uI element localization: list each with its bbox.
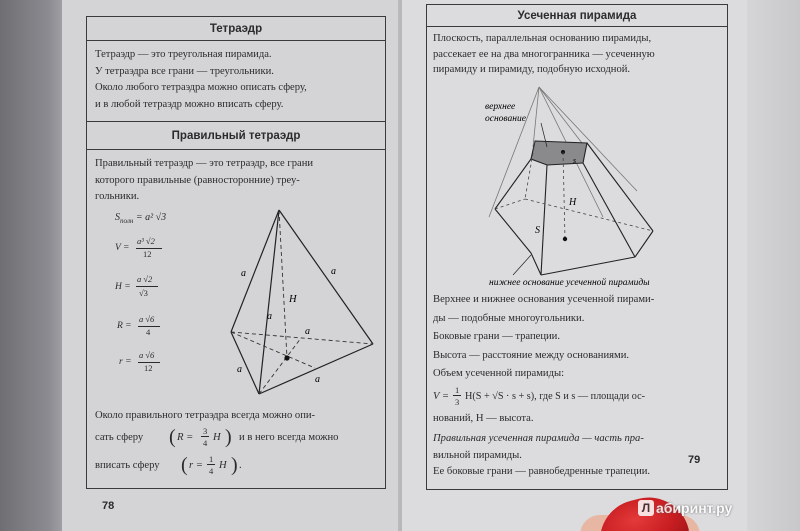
- text-line: Высота — расстояние между основаниями.: [433, 349, 630, 361]
- intro-text: [433, 31, 725, 78]
- regular-tetrahedron-title: Правильный тетраэдр: [87, 122, 385, 150]
- sphere-text-line-2: [95, 426, 385, 452]
- truncated-pyramid-title: Усеченная пирамида: [427, 5, 727, 27]
- formula-r-lhs: R =: [117, 321, 132, 331]
- formula-area: [115, 212, 166, 225]
- lower-base-label: нижнее основание усеченной пирамиды: [489, 278, 650, 288]
- text-line: которого правильные (равносторонние) треу-: [95, 174, 300, 186]
- edge-label-a: a: [267, 311, 272, 322]
- paren-right: ): [231, 454, 238, 476]
- period: .: [239, 460, 242, 471]
- text-line: Около любого тетраэдра можно описать сферу,: [95, 82, 307, 93]
- paren-right: ): [225, 426, 232, 448]
- text-fragment: и в него всегда можно: [239, 432, 339, 443]
- tetrahedron-diagram: [205, 204, 375, 404]
- text-line: У тетраэдра все грани — треугольники.: [95, 65, 274, 77]
- text-fragment: вписать сферу: [95, 460, 160, 471]
- formula-rr-lhs: r =: [119, 357, 132, 367]
- page-number-right: 79: [688, 454, 701, 466]
- left-page: [62, 0, 398, 531]
- volume-lhs: V =: [433, 391, 450, 402]
- formula-r-num: a √6: [139, 314, 155, 324]
- text-line: Объем усеченной пирамиды:: [433, 368, 565, 379]
- height-label-H: H: [569, 197, 577, 208]
- text-line: и в любой тетраэдр можно вписать сферу.: [95, 98, 284, 110]
- edge-label-a: a: [331, 266, 336, 277]
- regular-tetrahedron-box: [86, 121, 386, 489]
- volume-formula: [433, 385, 729, 409]
- text-line: Правильная усеченная пирамида — часть пра-: [433, 433, 644, 444]
- formula-v-den: 12: [143, 249, 152, 259]
- formula-rr-num: a √6: [139, 350, 155, 360]
- text-line: гольники.: [95, 191, 140, 202]
- edge-label-a: a: [237, 364, 242, 375]
- formula-r-frac-den: 4: [203, 438, 208, 448]
- lower-area-label: S: [535, 225, 540, 236]
- tetrahedron-text: [95, 47, 381, 113]
- formula-s-sub: полн: [120, 217, 134, 225]
- text-line: Ее боковые грани — равнобедренные трапеции.: [433, 466, 651, 477]
- edge-label-a: a: [241, 268, 246, 279]
- height-label-H: H: [289, 294, 297, 305]
- formula-rr-frac-num: 1: [209, 454, 214, 464]
- formula-rr-frac-text: r =: [189, 460, 203, 471]
- volume-frac-num: 1: [455, 385, 460, 395]
- text-line: Боковые грани — трапеции.: [433, 331, 560, 342]
- text-line: Верхнее и нижнее основания усеченной пирами-: [433, 294, 655, 305]
- tetrahedron-box: [86, 16, 386, 122]
- text-line: Тетраэдр — это треугольная пирамида.: [95, 49, 272, 60]
- upper-base-label: верхнее: [485, 102, 516, 112]
- formula-r-frac-var: H: [213, 432, 221, 443]
- truncated-pyramid-box: [426, 4, 728, 490]
- page-number-left: 78: [102, 500, 115, 512]
- formula-rr-frac-den: 4: [209, 466, 214, 476]
- text-line: Плоскость, параллельная основанию пирамиды,: [433, 33, 652, 44]
- formula-r-den: 4: [146, 327, 151, 337]
- formula-s-rhs: = a² √3: [135, 212, 167, 223]
- volume-frac-den: 3: [455, 397, 460, 407]
- formula-r-frac-num: 3: [203, 426, 208, 436]
- text-fragment: сать сферу: [95, 432, 144, 443]
- formula-v-lhs: V =: [115, 243, 130, 253]
- formula-h-den: √3: [139, 288, 148, 298]
- regular-frustum-text: [433, 431, 729, 481]
- edge-label-a: a: [315, 374, 320, 385]
- regular-tetrahedron-text: [95, 156, 381, 206]
- paren-left: (: [169, 426, 176, 448]
- text-line: ды — подобные многоугольники.: [433, 312, 585, 324]
- text-line: Правильный тетраэдр — это тетраэдр, все грани: [95, 158, 314, 169]
- watermark-logo-icon: Л: [638, 500, 654, 516]
- sphere-text-line-3: [95, 454, 385, 480]
- formula-rr-den: 12: [144, 363, 153, 373]
- properties-text: [433, 291, 727, 384]
- paren-left: (: [181, 454, 188, 476]
- volume-continuation: нований, H — высота.: [433, 413, 534, 424]
- text-line: рассекает ее на два многогранника — усеченную: [433, 48, 655, 60]
- upper-area-label: s: [573, 156, 577, 165]
- formula-v-num: a³ √2: [137, 236, 155, 246]
- right-page: [402, 0, 747, 531]
- formula-rr-frac-var: H: [219, 460, 227, 471]
- formula-r-frac-text: R =: [177, 432, 194, 443]
- watermark-text: абиринт.ру: [656, 500, 733, 516]
- formula-h-num: a √2: [137, 274, 153, 284]
- edge-label-a: a: [305, 326, 310, 337]
- text-line: пирамиду и пирамиду, подобную исходной.: [433, 64, 631, 75]
- formula-s: S: [115, 212, 120, 223]
- frustum-diagram: [427, 79, 727, 289]
- sphere-text-line-1: Около правильного тетраэдра всегда можно опи-: [95, 410, 316, 421]
- formula-h-lhs: H =: [115, 282, 131, 292]
- volume-rhs: H(S + √S · s + s), где S и s — площади ос-: [465, 391, 646, 402]
- text-line: вильной пирамиды.: [433, 449, 522, 461]
- tetrahedron-title: Тетраэдр: [87, 17, 385, 41]
- upper-base-label: основание: [485, 114, 526, 124]
